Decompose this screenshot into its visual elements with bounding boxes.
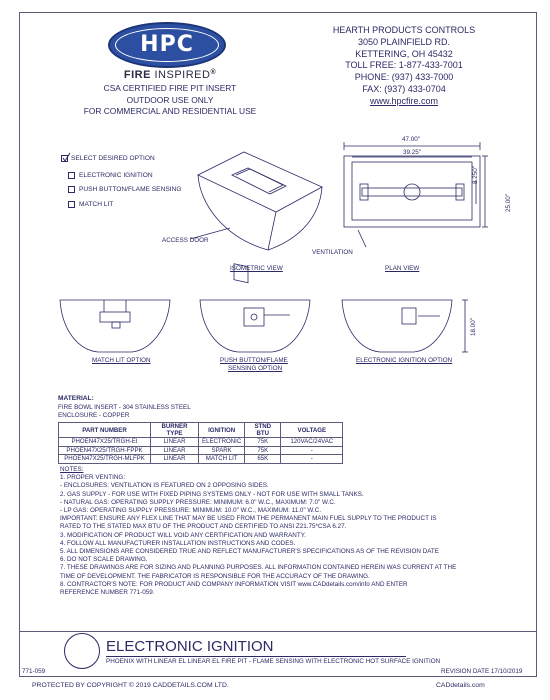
note-line: IMPORTANT: ENSURE ANY FLEX LINE THAT MAY BE USED FROM THE PERMANENT MAIN FUEL SUPPLY TO THE PRODUCT IS [60, 515, 437, 523]
note-line: 7. THESE DRAWINGS ARE FOR SIZING AND PLANNING PURPOSES. ALL INFORMATION CONTAINED HEREIN WAS CURRENT AT THE [60, 564, 457, 572]
note-line: 3. MODIFICATION OF PRODUCT WILL VOID ANY CERTIFICATION AND WARRANTY. [60, 531, 306, 539]
ventilation-label: VENTILATION [312, 249, 353, 256]
title-circle [64, 633, 100, 669]
option-electronic-ignition: ELECTRONIC IGNITION [79, 172, 153, 179]
column-header: STND BTU [245, 423, 281, 438]
sheet-title: ELECTRONIC IGNITION [106, 638, 274, 655]
dimension-39: 39.25" [403, 149, 421, 156]
company-name: HEARTH PRODUCTS CONTROLS [332, 25, 476, 35]
note-line: TIME OF DEVELOPMENT. THE FABRICATOR IS RESPONSIBLE FOR THE ACCURACY OF THE DRAWING. [60, 572, 370, 580]
table-cell: 65K [245, 455, 281, 464]
note-line: 5. ALL DIMENSIONS ARE CONSIDERED TRUE AND REFLECT MANUFACTURER'S SPECIFICATIONS AS OF THE REVISION DATE [60, 548, 439, 556]
sheet-subtitle: PHOENIX WITH LINEAR EL LINEAR EL FIRE PIT - FLAME SENSING WITH ELECTRONIC HOT SURFACE IGNITION [106, 658, 441, 665]
cert-line: CSA CERTIFIED FIRE PIT INSERT [103, 83, 237, 93]
caddetails-link[interactable]: CADdetails.com [436, 682, 485, 689]
notes-section [60, 466, 530, 597]
note-line: 6. DO NOT SCALE DRAWING. [60, 556, 148, 564]
note-line: - NATURAL GAS: OPERATING SUPPLY PRESSURE: MINIMUM: 6.0" W.C., MAXIMUM: 7.0" W.C. [60, 498, 336, 506]
notes-heading: NOTES: [60, 466, 84, 473]
spec-table-header-row [59, 423, 343, 438]
reference-number: 771-059 [22, 668, 46, 675]
cert-line: OUTDOOR USE ONLY [126, 94, 214, 105]
note-line: REFERENCE NUMBER 771-059. [60, 589, 155, 597]
table-cell: 75K [245, 438, 281, 447]
push-button-option-label-2: SENSING OPTION [228, 365, 283, 372]
table-row [59, 438, 343, 447]
company-city: KETTERING, OH 45432 [355, 48, 453, 59]
table-cell: 120VAC/24VAC [281, 438, 343, 447]
push-button-option-label-1: PUSH BUTTON/FLAME [220, 357, 288, 364]
spec-table [58, 422, 343, 464]
note-line: - LP GAS: OPERATING SUPPLY PRESSURE: MINIMUM: 10.0" W.C., MAXIMUM: 11.0" W.C. [60, 507, 322, 515]
note-line: 4. FOLLOW ALL MANUFACTURER INSTALLATION INSTRUCTIONS AND CODES. [60, 539, 296, 547]
column-header: IGNITION [199, 423, 245, 438]
brand-registered: ® [210, 69, 217, 76]
table-row [59, 455, 343, 464]
options-heading: SELECT DESIRED OPTION [71, 155, 155, 162]
material-line: FIRE BOWL INSERT - 304 STAINLESS STEEL [58, 404, 191, 411]
table-cell: LINEAR [151, 438, 199, 447]
table-cell: PHOEN47X25/TRGH-MLFPK [59, 455, 151, 464]
dimension-18: 18.00" [470, 318, 477, 336]
column-header: PART NUMBER [59, 423, 151, 438]
table-row [59, 446, 343, 455]
match-lit-option-label: MATCH LIT OPTION [92, 357, 151, 364]
isometric-view-label: ISOMETRIC VIEW [230, 265, 283, 272]
access-door-label: ACCESS DOOR [162, 237, 209, 244]
dimension-47: 47.00" [402, 136, 420, 143]
company-address: 3050 PLAINFIELD RD. [357, 36, 451, 47]
brand-fire: FIRE [123, 69, 151, 81]
note-line: - ENCLOSURES: VENTILATION IS FEATURED ON 2 OPPOSING SIDES. [60, 482, 269, 490]
revision-date: REVISION DATE 17/10/2019 [441, 668, 523, 675]
column-header: BURNER TYPE [151, 423, 199, 438]
table-cell: MATCH LIT [199, 455, 245, 464]
table-cell: LINEAR [151, 455, 199, 464]
option-push-button: PUSH BUTTON/FLAME SENSING [79, 186, 182, 193]
table-cell: 75K [245, 446, 281, 455]
dimension-25: 25.00" [505, 194, 512, 212]
company-tollfree: TOLL FREE: 1-877-433-7001 [345, 60, 463, 71]
table-cell: - [281, 446, 343, 455]
table-cell: - [281, 455, 343, 464]
note-line: RATED TO THE STATED MAX BTU OF THE PRODUCT AND CERTIFIED TO ANSI Z21.75*CSA 6.27. [60, 523, 347, 531]
note-line: 2. GAS SUPPLY - FOR USE WITH FIXED PIPING SYSTEMS ONLY - NOT FOR USE WITH SMALL TANKS. [60, 490, 364, 498]
note-line: 8. CONTRACTOR'S NOTE: FOR PRODUCT AND COMPANY INFORMATION VISIT www.CADdetails.com/info AND ENTER [60, 580, 408, 588]
column-header: VOLTAGE [281, 423, 343, 438]
material-heading: MATERIAL: [58, 395, 94, 402]
brand-inspired: INSPIRED [154, 69, 211, 81]
logo-text: HPC [140, 32, 194, 57]
dimension-825: 8.250" [472, 166, 479, 184]
table-cell: ELECTRONIC [199, 438, 245, 447]
note-line: 1. PROPER VENTING: [60, 474, 126, 482]
plan-view-label: PLAN VIEW [385, 265, 420, 272]
material-line: ENCLOSURE - COPPER [58, 412, 130, 419]
company-fax: FAX: (937) 433-0704 [362, 83, 446, 94]
electronic-ignition-option-label: ELECTRONIC IGNITION OPTION [356, 357, 453, 364]
table-cell: PHOEN47X25/TRGH-EI [59, 438, 151, 447]
table-cell: SPARK [199, 446, 245, 455]
table-cell: PHOEN47X25/TRGH-FPPK [59, 446, 151, 455]
title-underline [106, 656, 406, 657]
copyright-notice: PROTECTED BY COPYRIGHT © 2019 CADDETAILS.COM LTD. [32, 682, 229, 689]
option-match-lit: MATCH LIT [79, 201, 114, 208]
table-cell: LINEAR [151, 446, 199, 455]
cert-line: FOR COMMERCIAL AND RESIDENTIAL USE [83, 106, 257, 116]
company-website[interactable]: www.hpcfire.com [369, 95, 439, 106]
company-phone: PHONE: (937) 433-7000 [354, 72, 454, 83]
